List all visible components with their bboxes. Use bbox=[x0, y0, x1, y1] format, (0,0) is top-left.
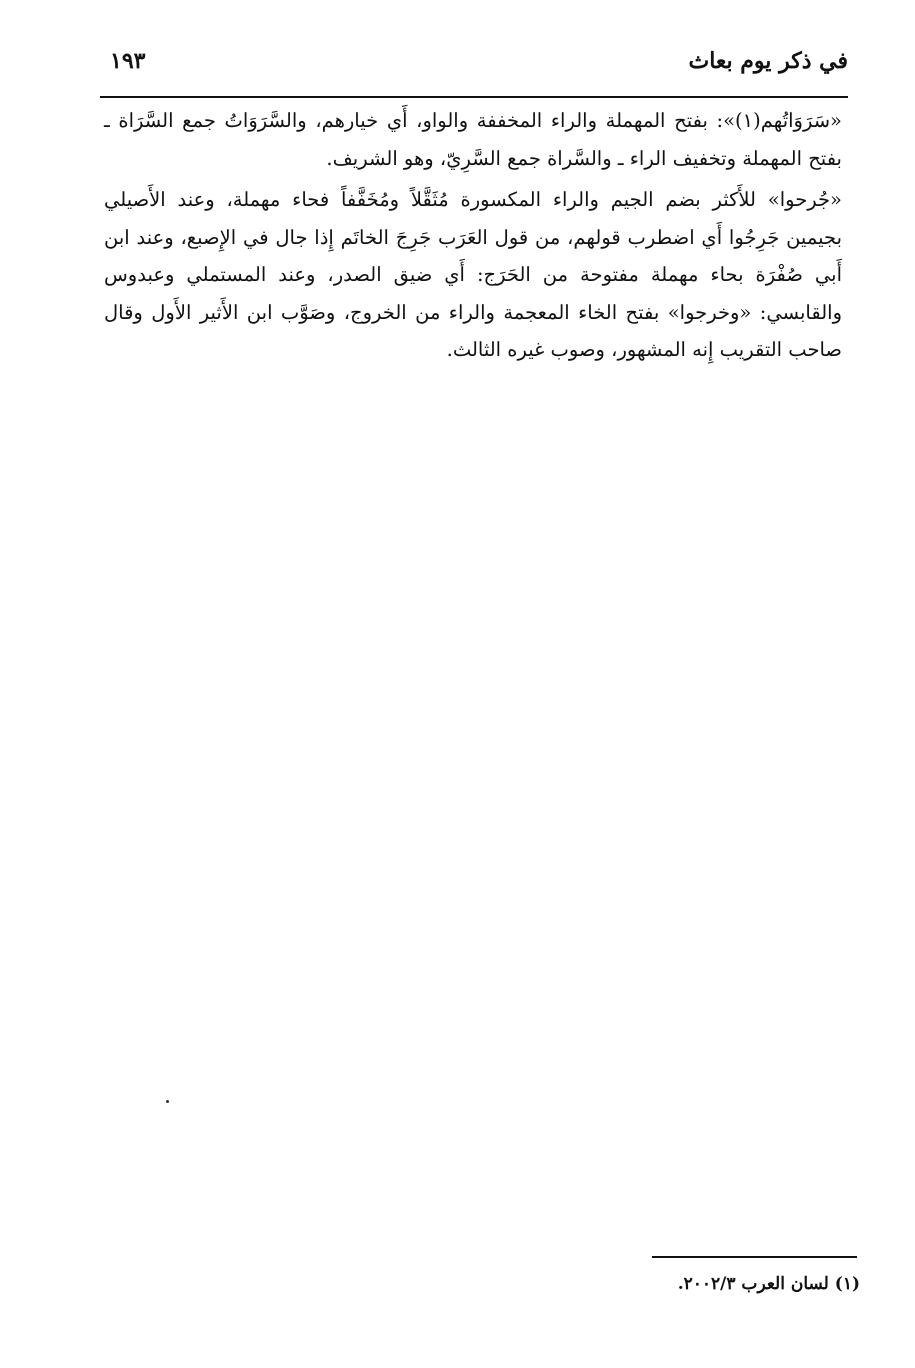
paragraph-jurihu: «جُرحوا» للأَكثر بضم الجيم والراء المكسورة مُثَقَّلاً ومُخَفَّفاً فحاء مهملة، وعند الأَصيلي بجيمين جَرِجُوا أَي اضطرب قولهم، من قول العَرَب جَرِجَ الخاتَم إِذا جال في الإِصبع، وعند ابن أَبي صُفْرَة بحاء مهملة مفتوحة من الحَرَج: أَي ضيق الصدر، وعند المستملي وعبدوس والقابسي: «وخرجوا» بفتح الخاء المعجمة والراء من الخروج، وصَوَّب ابن الأَثير الأَول وقال صاحب التقريب إِنه المشهور، وصوب غيره الثالث. bbox=[104, 188, 842, 361]
body-text bbox=[104, 102, 842, 369]
paragraph-sarawatuhum: «سَرَوَاتُهم(١)»: بفتح المهملة والراء المخففة والواو، أَي خيارهم، والسَّرَوَاتُ جمع السَّرَاة ـ بفتح المهملة وتخفيف الراء ـ والسَّراة جمع السَّرِيّ، وهو الشريف. bbox=[104, 109, 842, 170]
running-head: في ذكر يوم بعاث bbox=[688, 48, 848, 74]
footnote-1: (١) لسان العرب ٢٠٠٢/٣. bbox=[677, 1274, 860, 1294]
header-rule bbox=[100, 96, 848, 98]
footnote-rule bbox=[652, 1256, 857, 1258]
scan-speck bbox=[166, 1100, 169, 1103]
page-number: ١٩٣ bbox=[110, 48, 146, 74]
page-header bbox=[100, 44, 848, 84]
